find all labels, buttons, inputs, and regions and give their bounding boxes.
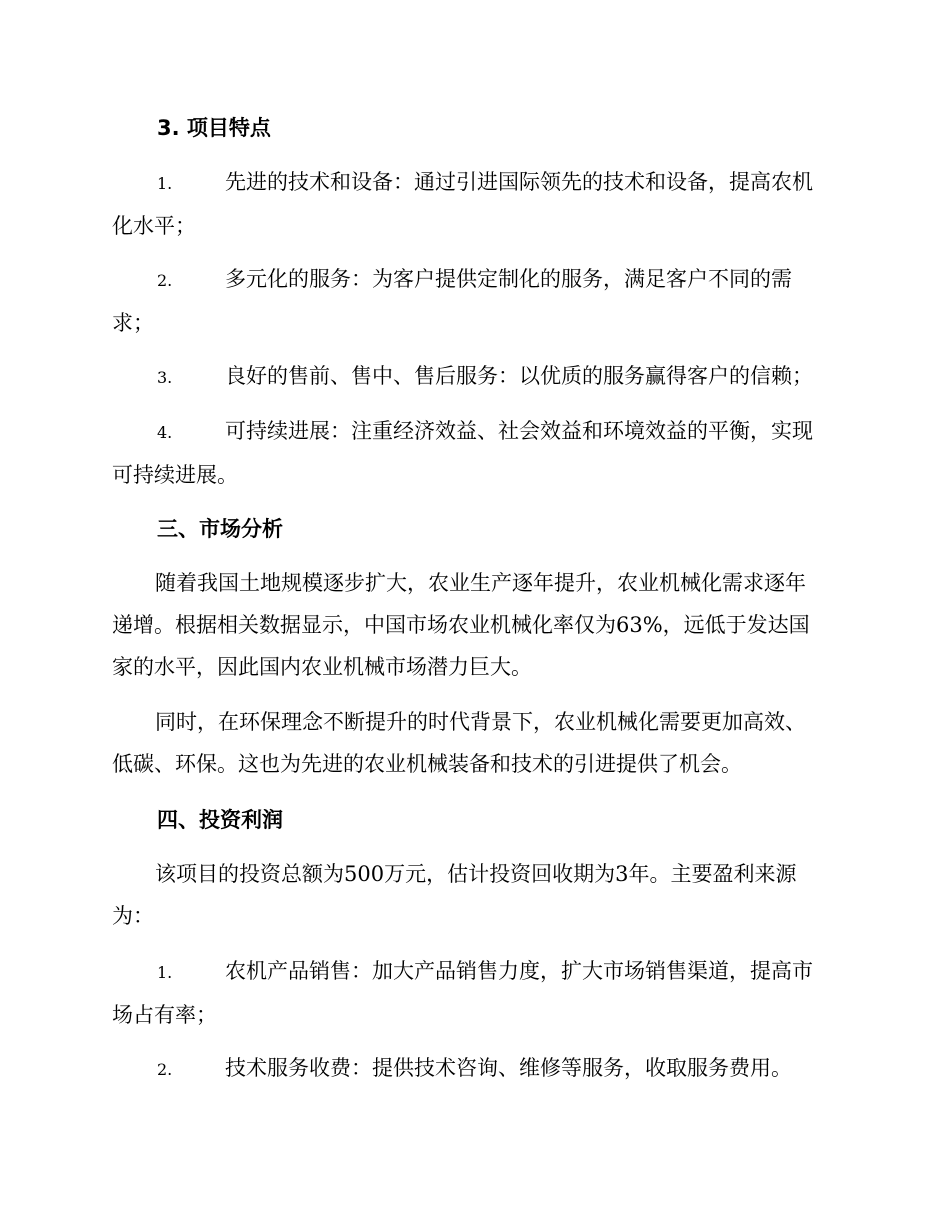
section-heading-investment-profit: 四、投资利润 bbox=[157, 808, 283, 832]
list-number: 1. bbox=[157, 174, 173, 193]
list-text: 先进的技术和设备：通过引进国际领先的技术和设备，提高农机 bbox=[225, 170, 813, 194]
list-number: 1. bbox=[157, 963, 173, 982]
list-text: 农机产品销售：加大产品销售力度，扩大市场销售渠道，提高市 bbox=[225, 959, 813, 983]
paragraph-line: 随着我国土地规模逐步扩大，农业生产逐年提升，农业机械化需求逐年 bbox=[155, 571, 806, 595]
paragraph-line: 该项目的投资总额为500万元，估计投资回收期为3年。主要盈利来源 bbox=[155, 862, 797, 886]
section-heading-market-analysis: 三、市场分析 bbox=[157, 517, 283, 541]
paragraph bbox=[112, 562, 842, 688]
list-item bbox=[112, 1047, 842, 1091]
list-text: 多元化的服务：为客户提供定制化的服务，满足客户不同的需 bbox=[225, 267, 792, 291]
list-text: 良好的售前、售中、售后服务：以优质的服务赢得客户的信赖； bbox=[225, 364, 813, 388]
list-number: 4. bbox=[157, 423, 173, 442]
list-text-continued: 场占有率； bbox=[112, 1003, 217, 1027]
list-text-continued: 求； bbox=[112, 311, 154, 335]
paragraph-line: 递增。根据相关数据显示，中国市场农业机械化率仅为63%，远低于发达国 bbox=[112, 613, 810, 637]
list-text-continued: 可持续进展。 bbox=[112, 463, 238, 487]
list-item bbox=[112, 258, 842, 344]
paragraph bbox=[112, 853, 842, 937]
list-text: 可持续进展：注重经济效益、社会效益和环境效益的平衡，实现 bbox=[225, 419, 813, 443]
list-item bbox=[112, 950, 842, 1036]
list-number: 2. bbox=[157, 1060, 173, 1079]
list-text: 技术服务收费：提供技术咨询、维修等服务，收取服务费用。 bbox=[225, 1056, 792, 1080]
list-item bbox=[112, 410, 842, 496]
section-heading-project-features: 3. 项目特点 bbox=[157, 116, 271, 140]
paragraph-line: 为： bbox=[112, 904, 154, 928]
list-text-continued: 化水平； bbox=[112, 214, 196, 238]
paragraph-line: 家的水平，因此国内农业机械市场潜力巨大。 bbox=[112, 655, 532, 679]
list-item bbox=[112, 355, 842, 399]
list-number: 3. bbox=[157, 368, 173, 387]
list-item bbox=[112, 161, 842, 247]
list-number: 2. bbox=[157, 271, 173, 290]
paragraph-line: 同时，在环保理念不断提升的时代背景下，农业机械化需要更加高效、 bbox=[155, 710, 806, 734]
paragraph-line: 低碳、环保。这也为先进的农业机械装备和技术的引进提供了机会。 bbox=[112, 752, 742, 776]
paragraph bbox=[112, 701, 842, 785]
